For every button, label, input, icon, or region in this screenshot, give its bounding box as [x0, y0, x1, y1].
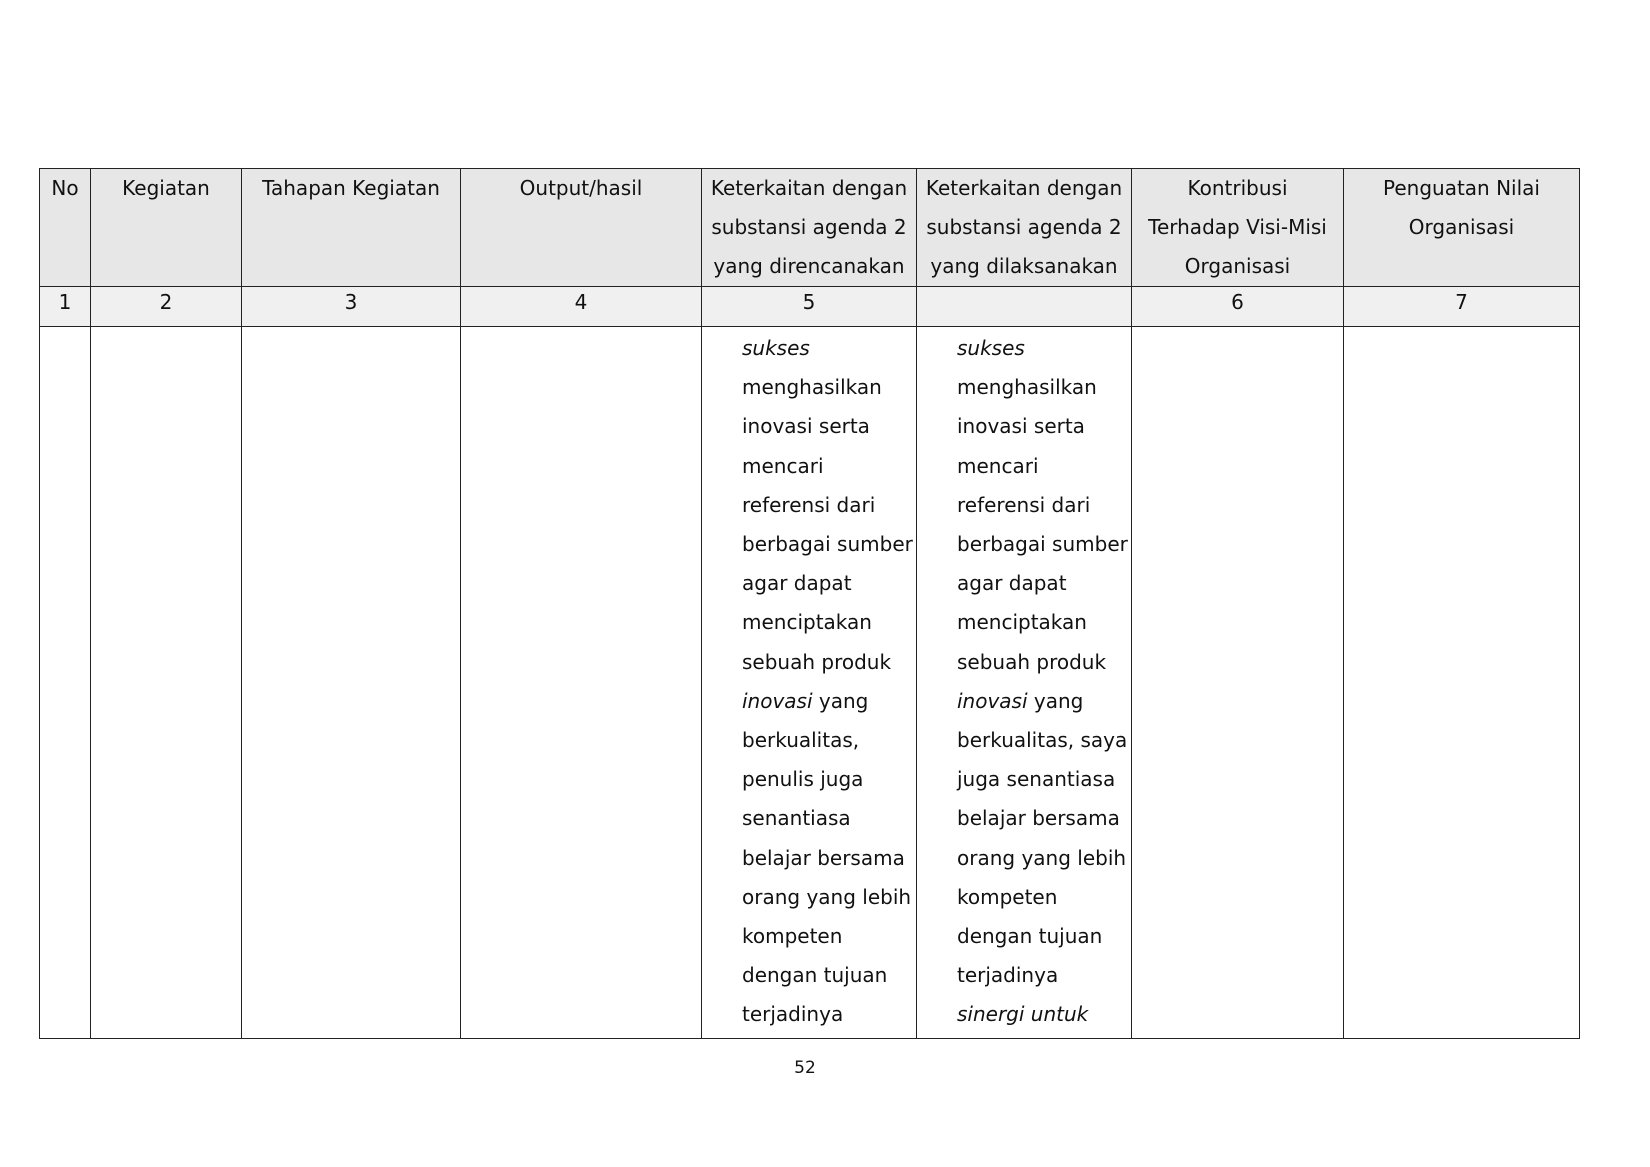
header-keterkaitan-dilaksanakan [917, 169, 1132, 287]
text-line: sukses [742, 336, 810, 360]
text-line: berbagai sumber [957, 532, 1128, 557]
column-number: 4 [461, 287, 702, 327]
text-line: juga senantiasa [957, 767, 1116, 792]
header-line: Terhadap Visi-Misi [1148, 215, 1327, 239]
header-line: Organisasi [1408, 215, 1515, 239]
text-fragment: yang [812, 688, 869, 713]
text-line: kompeten [742, 924, 843, 949]
header-line: Keterkaitan dengan [925, 176, 1123, 200]
header-line: Organisasi [1184, 254, 1291, 278]
header-line: Keterkaitan dengan [710, 176, 908, 200]
column-number [917, 287, 1132, 327]
table-header-row [40, 169, 1580, 287]
header-penguatan-nilai [1344, 169, 1580, 287]
cell-output-hasil [461, 327, 702, 1039]
text-line [957, 682, 1131, 721]
cell-tahapan-kegiatan [242, 327, 461, 1039]
header-line: Penguatan Nilai [1383, 176, 1540, 200]
column-number: 6 [1132, 287, 1344, 327]
column-number: 1 [40, 287, 91, 327]
planned-text [702, 327, 916, 1035]
header-kontribusi [1132, 169, 1344, 287]
cell-kegiatan [91, 327, 242, 1039]
text-line: mencari [957, 453, 1039, 478]
text-line: sebuah produk [957, 649, 1107, 674]
text-line: inovasi serta [742, 414, 870, 439]
column-number-row [40, 287, 1580, 327]
implemented-text [917, 327, 1131, 1035]
column-number: 2 [91, 287, 242, 327]
header-no: No [40, 169, 91, 287]
text-line: penulis juga [742, 767, 864, 792]
text-line: agar dapat [742, 571, 852, 596]
text-line: menghasilkan [957, 375, 1097, 400]
text-line: sukses [957, 336, 1025, 360]
header-line: substansi agenda 2 [711, 215, 907, 239]
cell-kontribusi [1132, 327, 1344, 1039]
text-line: berkualitas, saya [957, 728, 1128, 753]
text-line: dengan tujuan [742, 963, 888, 988]
text-line: agar dapat [957, 571, 1067, 596]
text-line: terjadinya [957, 963, 1059, 988]
text-line: berbagai sumber [742, 532, 913, 557]
activity-table [39, 168, 1580, 1039]
text-line: sinergi untuk [957, 1002, 1089, 1027]
header-line: yang dilaksanakan [930, 254, 1118, 278]
header-line: Kontribusi [1187, 176, 1288, 200]
page-number: 52 [794, 1058, 816, 1078]
text-line: orang yang lebih [742, 884, 912, 909]
text-line: referensi dari [957, 492, 1091, 517]
column-number: 5 [702, 287, 917, 327]
cell-no [40, 327, 91, 1039]
text-line: senantiasa [742, 806, 851, 831]
text-fragment: yang [1027, 688, 1084, 713]
text-line: berkualitas, [742, 728, 860, 753]
header-keterkaitan-direncanakan [702, 169, 917, 287]
header-line: substansi agenda 2 [926, 215, 1122, 239]
header-tahapan-kegiatan: Tahapan Kegiatan [242, 169, 461, 287]
text-line: mencari [742, 453, 824, 478]
cell-keterkaitan-dilaksanakan [917, 327, 1132, 1039]
text-line: belajar bersama [957, 806, 1120, 831]
italic-term: inovasi [742, 688, 813, 713]
text-line: orang yang lebih [957, 845, 1127, 870]
text-line [742, 682, 916, 721]
table-row [40, 327, 1580, 1039]
text-line: inovasi serta [957, 414, 1085, 439]
column-number: 7 [1344, 287, 1580, 327]
header-output-hasil: Output/hasil [461, 169, 702, 287]
text-line: belajar bersama [742, 845, 905, 870]
text-line: sebuah produk [742, 649, 892, 674]
text-line: menciptakan [742, 610, 872, 635]
text-line: dengan tujuan [957, 924, 1103, 949]
column-number: 3 [242, 287, 461, 327]
italic-term: inovasi [957, 688, 1028, 713]
text-line: referensi dari [742, 492, 876, 517]
header-line: yang direncanakan [713, 254, 905, 278]
text-line: menghasilkan [742, 375, 882, 400]
cell-penguatan-nilai [1344, 327, 1580, 1039]
header-kegiatan: Kegiatan [91, 169, 242, 287]
text-line: terjadinya [742, 1002, 844, 1027]
text-line: menciptakan [957, 610, 1087, 635]
text-line: kompeten [957, 884, 1058, 909]
cell-keterkaitan-direncanakan [702, 327, 917, 1039]
